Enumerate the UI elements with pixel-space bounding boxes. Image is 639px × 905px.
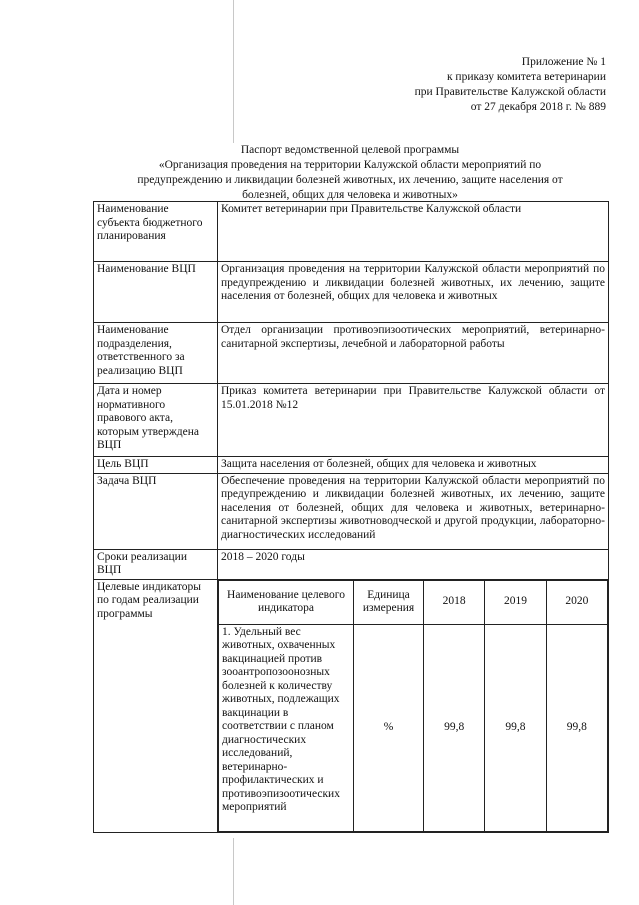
- annex-number: Приложение № 1: [521, 56, 606, 68]
- row-label: Цель ВЦП: [94, 457, 218, 474]
- header-year-2020: 2020: [546, 580, 607, 624]
- passport-table: [93, 201, 609, 833]
- annex-order-ref: к приказу комитета ветеринарии: [446, 71, 606, 83]
- row-label: Наименование ВЦП: [94, 262, 218, 323]
- indicators-header-row: [219, 580, 608, 624]
- table-row: [94, 384, 609, 457]
- header-unit: Единица измерения: [354, 580, 424, 624]
- row-value: Приказ комитета ветеринарии при Правительстве Калужской области от 15.01.2018 №12: [218, 384, 609, 457]
- row-value: 2018 – 2020 годы: [218, 549, 609, 579]
- row-value: Комитет ветеринарии при Правительстве Калужской области: [218, 202, 609, 262]
- header-indicator-name: Наименование целевого индикатора: [219, 580, 354, 624]
- row-value: Защита населения от болезней, общих для человека и животных: [218, 457, 609, 474]
- table-row: [94, 473, 609, 549]
- title-line: предупреждению и ликвидации болезней животных, их лечению, защите населения от: [137, 174, 563, 186]
- header-year-2018: 2018: [424, 580, 485, 624]
- table-row: [94, 262, 609, 323]
- annex-header: [415, 55, 606, 115]
- scan-artifact-line: [233, 838, 234, 905]
- title-line: болезней, общих для человека и животных»: [242, 189, 458, 201]
- row-label: Задача ВЦП: [94, 473, 218, 549]
- indicators-cell: [218, 579, 609, 832]
- row-label: Дата и номер нормативного правового акта, которым утверждена ВЦП: [94, 384, 218, 457]
- row-label: Наименование субъекта бюджетного планирования: [94, 202, 218, 262]
- indicators-table: [218, 580, 608, 832]
- indicator-value-2018: 99,8: [424, 624, 485, 831]
- indicator-value-2020: 99,8: [546, 624, 607, 831]
- table-row: [94, 323, 609, 384]
- annex-authority: при Правительстве Калужской области: [414, 86, 606, 98]
- indicator-name: 1. Удельный вес животных, охваченных вакцинацией против зооантропозоонозных болезней к количеству животных, подлежащих вакцинации в соответствии с планом диагностических исследований, ветеринарно-профилактических и противоэпизоотических мероприятий: [219, 624, 354, 831]
- document-title: [95, 143, 605, 203]
- title-line: Паспорт ведомственной целевой программы: [240, 144, 460, 156]
- row-value: Отдел организации противоэпизоотических мероприятий, ветеринарно-санитарной экспертизы, лечебной и лабораторной работы: [218, 323, 609, 384]
- scan-artifact-line: [233, 0, 234, 143]
- indicator-row: [219, 624, 608, 831]
- annex-date: от 27 декабря 2018 г. № 889: [470, 101, 606, 113]
- table-row: [94, 549, 609, 579]
- indicator-value-2019: 99,8: [485, 624, 546, 831]
- row-value: Обеспечение проведения на территории Калужской области мероприятий по предупреждению и ликвидации болезней животных, их лечению, защите населения от болезней, общих для человека и животных, ветеринарно-санитарной экспертизы животноводческой и другой продукции, лабораторно-диагностических исследований: [218, 473, 609, 549]
- table-row: [94, 457, 609, 474]
- indicator-unit: %: [354, 624, 424, 831]
- row-value: Организация проведения на территории Калужской области мероприятий по предупреждению и ликвидации болезней животных, их лечению, защите населения от болезней, общих для человека и животных: [218, 262, 609, 323]
- row-label: Целевые индикаторы по годам реализации программы: [94, 579, 218, 832]
- table-row: [94, 202, 609, 262]
- title-line: «Организация проведения на территории Калужской области мероприятий по: [158, 159, 542, 171]
- table-row: [94, 579, 609, 832]
- header-year-2019: 2019: [485, 580, 546, 624]
- row-label: Наименование подразделения, ответственного за реализацию ВЦП: [94, 323, 218, 384]
- row-label: Сроки реализации ВЦП: [94, 549, 218, 579]
